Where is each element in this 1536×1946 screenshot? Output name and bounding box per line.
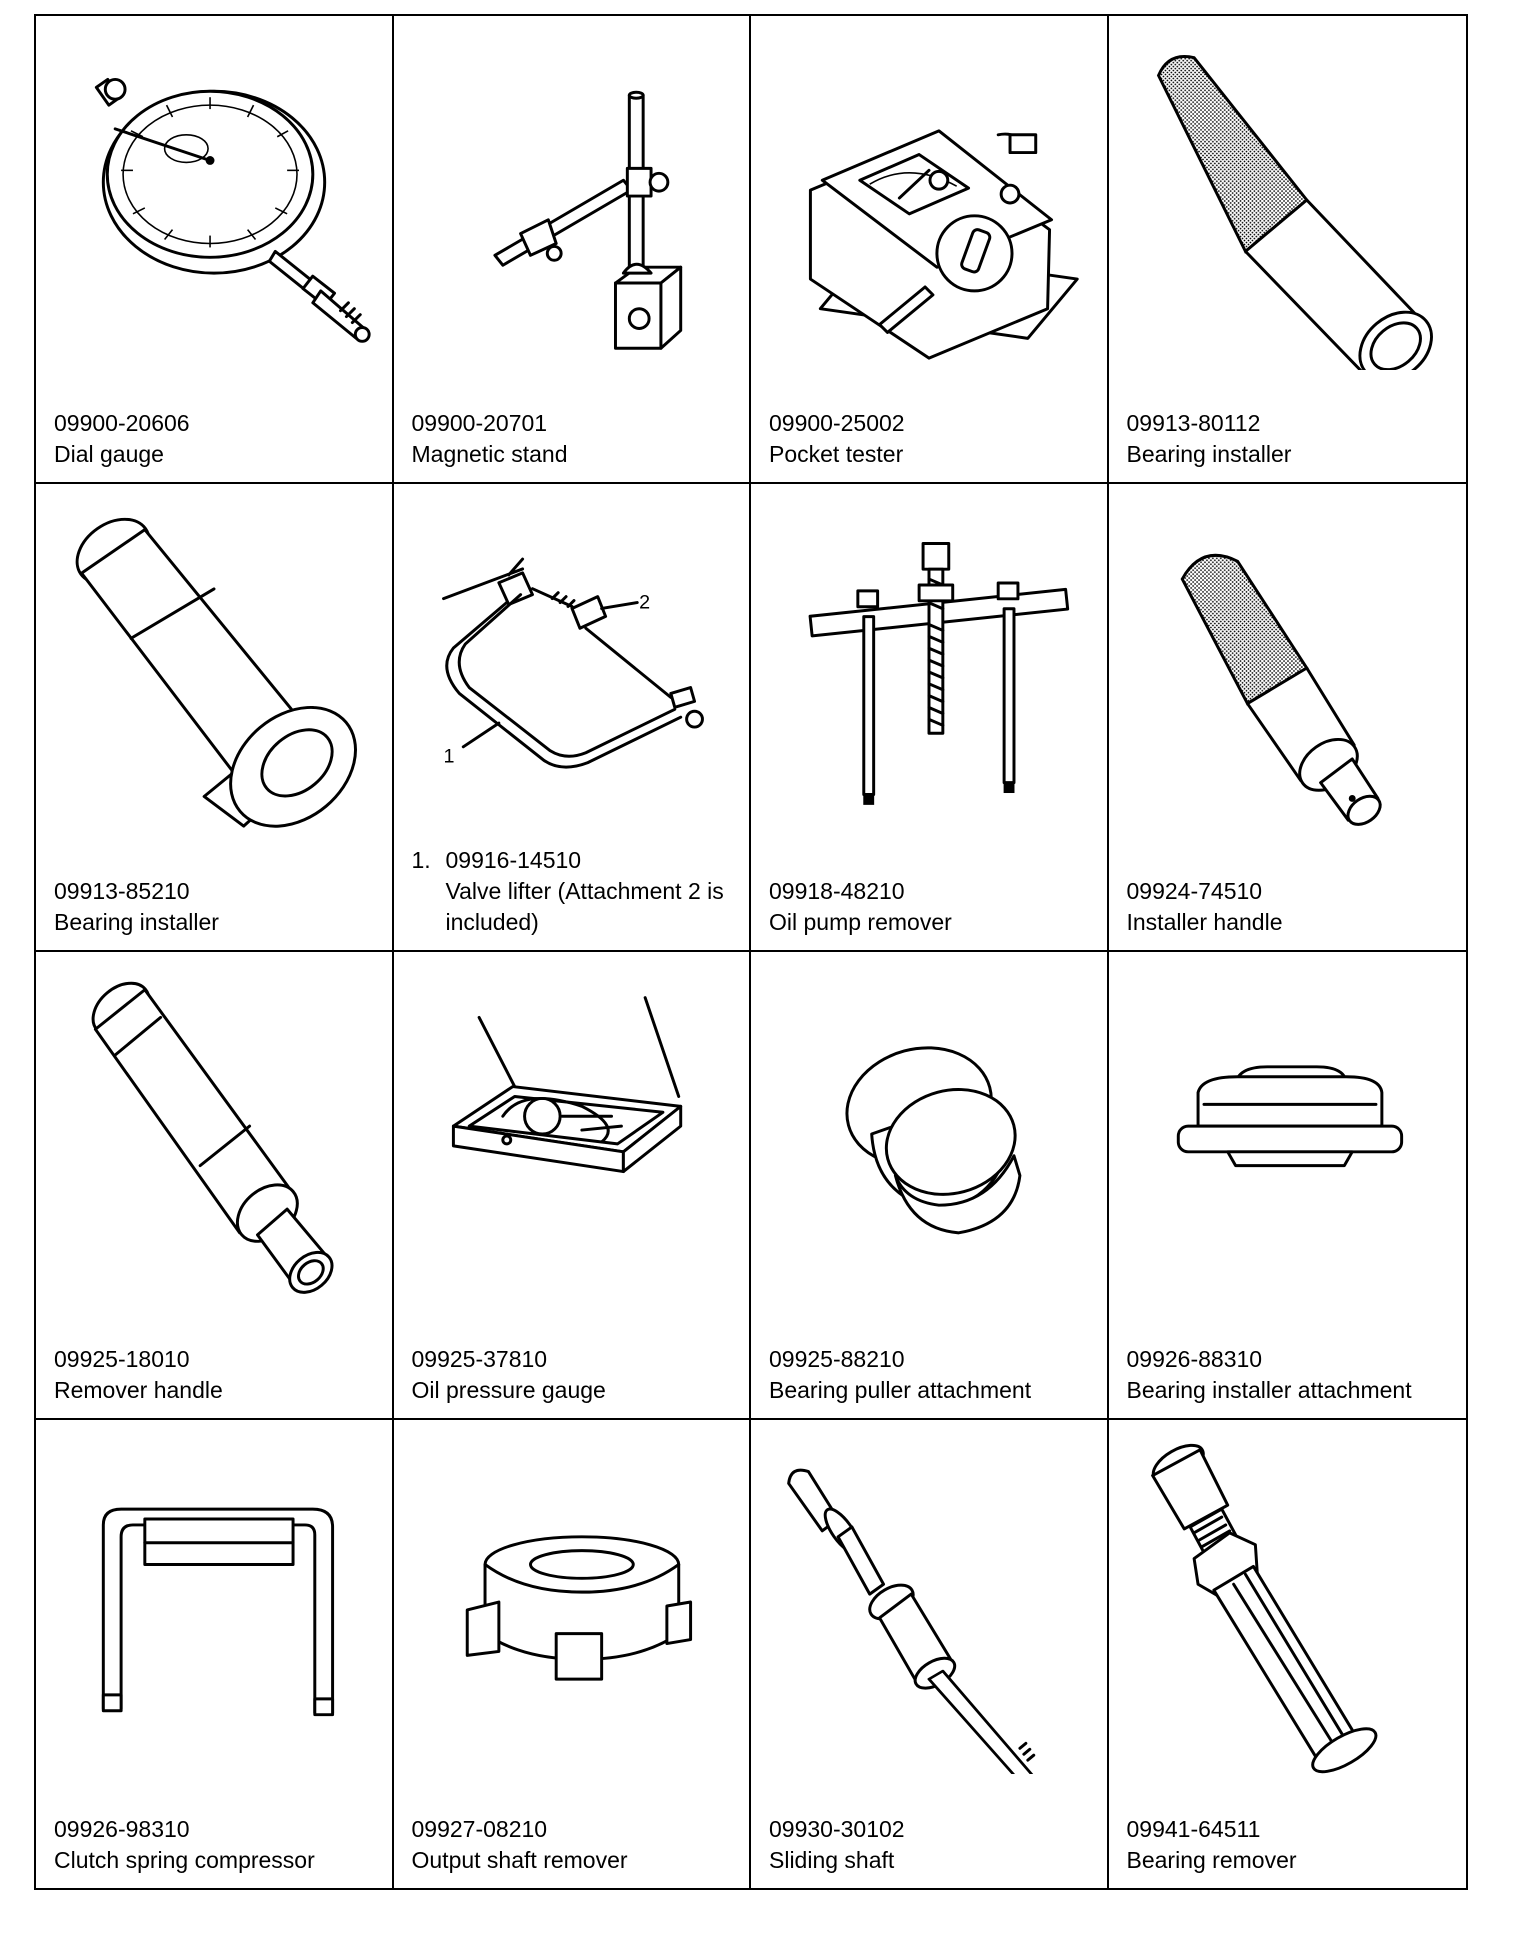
tool-cell: [1109, 1420, 1467, 1888]
tool-name: Bearing installer: [54, 909, 219, 935]
tool-name: Bearing remover: [1126, 1847, 1297, 1873]
tool-cell: [394, 1420, 752, 1888]
part-number: 09900-25002: [769, 410, 905, 436]
part-number: 09926-98310: [54, 1816, 190, 1842]
tool-cell: [751, 1420, 1109, 1888]
tool-label: [412, 845, 742, 938]
callout-2: 2: [638, 591, 650, 614]
tool-label: [54, 408, 384, 470]
part-number: 09941-64511: [1126, 1816, 1261, 1842]
part-number: 09900-20606: [54, 410, 190, 436]
tool-name: Bearing installer attachment: [1126, 1377, 1412, 1403]
output-shaft-remover-icon: [404, 1434, 740, 1774]
sliding-shaft-icon: [761, 1434, 1097, 1774]
dial-gauge-icon: [46, 30, 382, 370]
tool-name: Remover handle: [54, 1377, 223, 1403]
tool-label: [54, 876, 384, 938]
tool-name: Dial gauge: [54, 441, 164, 467]
tool-label: [54, 1814, 384, 1876]
part-number: 09925-37810: [411, 1346, 548, 1372]
tool-name: Output shaft remover: [411, 1847, 628, 1873]
tool-cell: [36, 484, 394, 952]
tool-name: Valve lifter (Attachment 2 is included): [445, 878, 724, 935]
bearing-remover-icon: [1119, 1434, 1455, 1774]
tool-cell: [36, 952, 394, 1420]
part-number: 09924-74510: [1126, 878, 1263, 904]
installer-handle-icon: [1119, 498, 1455, 838]
tool-name: Sliding shaft: [769, 1847, 895, 1873]
part-number: 09925-18010: [54, 1346, 190, 1372]
tool-name: Pocket tester: [769, 441, 904, 467]
tool-label: [769, 1344, 1099, 1406]
tool-name: Clutch spring compressor: [54, 1847, 315, 1873]
callout-1: 1: [443, 745, 455, 768]
part-number: 09925-88210: [769, 1346, 905, 1372]
tool-cell: [751, 952, 1109, 1420]
tool-cell: [394, 952, 752, 1420]
special-tools-grid: [34, 14, 1468, 1890]
tool-cell: [36, 16, 394, 484]
bearing-puller-attachment-icon: [761, 966, 1097, 1306]
tool-label: [769, 876, 1099, 938]
tool-name: Magnetic stand: [411, 441, 568, 467]
tool-label: [1127, 876, 1459, 938]
clutch-spring-compressor-icon: [46, 1434, 382, 1774]
bearing-installer-attachment-icon: [1119, 966, 1455, 1306]
tool-name: Oil pressure gauge: [411, 1377, 606, 1403]
bearing-installer-large-icon: [46, 498, 382, 838]
tool-name: Bearing installer: [1126, 441, 1292, 467]
tool-cell: [394, 484, 752, 952]
magnetic-stand-icon: [404, 30, 740, 370]
tool-cell: [751, 484, 1109, 952]
part-number: 09918-48210: [769, 878, 905, 904]
oil-pressure-gauge-icon: [404, 966, 740, 1306]
part-number: 09927-08210: [411, 1816, 548, 1842]
part-number: 09913-85210: [54, 878, 190, 904]
tool-name: Oil pump remover: [769, 909, 952, 935]
remover-handle-icon: [46, 966, 382, 1306]
tool-label: [412, 408, 742, 470]
tool-label: [1127, 408, 1459, 470]
tool-cell: [1109, 16, 1467, 484]
part-number: 09926-88310: [1126, 1346, 1263, 1372]
tool-cell: [1109, 952, 1467, 1420]
tool-name: Installer handle: [1126, 909, 1283, 935]
tool-label: [769, 1814, 1099, 1876]
tool-name: Bearing puller attachment: [769, 1377, 1032, 1403]
bearing-installer-icon: [1119, 30, 1455, 370]
valve-lifter-icon: [404, 498, 740, 798]
item-number: 1.: [411, 847, 431, 873]
tool-label: [412, 1344, 742, 1406]
tool-label: [1127, 1814, 1459, 1876]
tool-cell: [1109, 484, 1467, 952]
tool-label: [769, 408, 1099, 470]
part-number: 09930-30102: [769, 1816, 905, 1842]
tool-cell: [36, 1420, 394, 1888]
part-number: 09916-14510: [445, 847, 582, 873]
tool-cell: [751, 16, 1109, 484]
pocket-tester-icon: [761, 30, 1097, 370]
part-number: 09913-80112: [1126, 410, 1261, 436]
oil-pump-remover-icon: [761, 498, 1097, 838]
part-number: 09900-20701: [411, 410, 548, 436]
tool-cell: [394, 16, 752, 484]
tool-label: [54, 1344, 384, 1406]
tool-label: [1127, 1344, 1459, 1406]
tool-label: [412, 1814, 742, 1876]
